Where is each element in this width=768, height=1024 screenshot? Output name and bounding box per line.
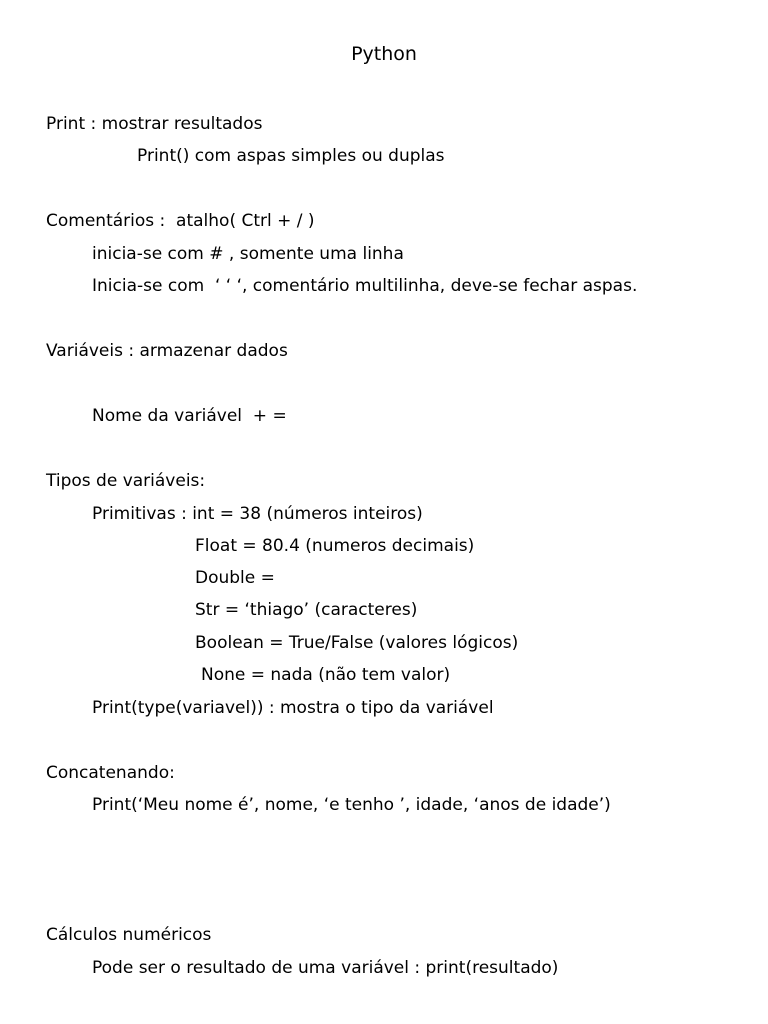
types-none: None = nada (não tem valor) [201, 665, 451, 685]
types-double: Double = [195, 568, 275, 588]
types-type-function: Print(type(variavel)) : mostra o tipo da variável [92, 698, 494, 718]
comments-heading: Comentários : atalho( Ctrl + / ) [46, 211, 315, 231]
comments-multi-line: Inicia-se com ‘ ‘ ‘, comentário multilinha, deve-se fechar aspas. [92, 276, 638, 296]
print-note: Print() com aspas simples ou duplas [137, 146, 445, 166]
types-float: Float = 80.4 (numeros decimais) [195, 536, 475, 556]
concat-example: Print(‘Meu nome é’, nome, ‘e tenho ’, idade, ‘anos de idade’) [92, 795, 611, 815]
types-primitives-int: Primitivas : int = 38 (números inteiros) [92, 504, 423, 524]
types-boolean: Boolean = True/False (valores lógicos) [195, 633, 519, 653]
types-str: Str = ‘thiago’ (caracteres) [195, 600, 418, 620]
variables-syntax: Nome da variável + = [92, 406, 287, 426]
variables-heading: Variáveis : armazenar dados [46, 341, 288, 361]
calc-note: Pode ser o resultado de uma variável : print(resultado) [92, 958, 559, 978]
print-heading: Print : mostrar resultados [46, 114, 263, 134]
concat-heading: Concatenando: [46, 763, 175, 783]
types-heading: Tipos de variáveis: [46, 471, 206, 491]
comments-single-line: inicia-se com # , somente uma linha [92, 244, 404, 264]
calc-heading: Cálculos numéricos [46, 925, 212, 945]
document-title: Python [351, 43, 417, 65]
